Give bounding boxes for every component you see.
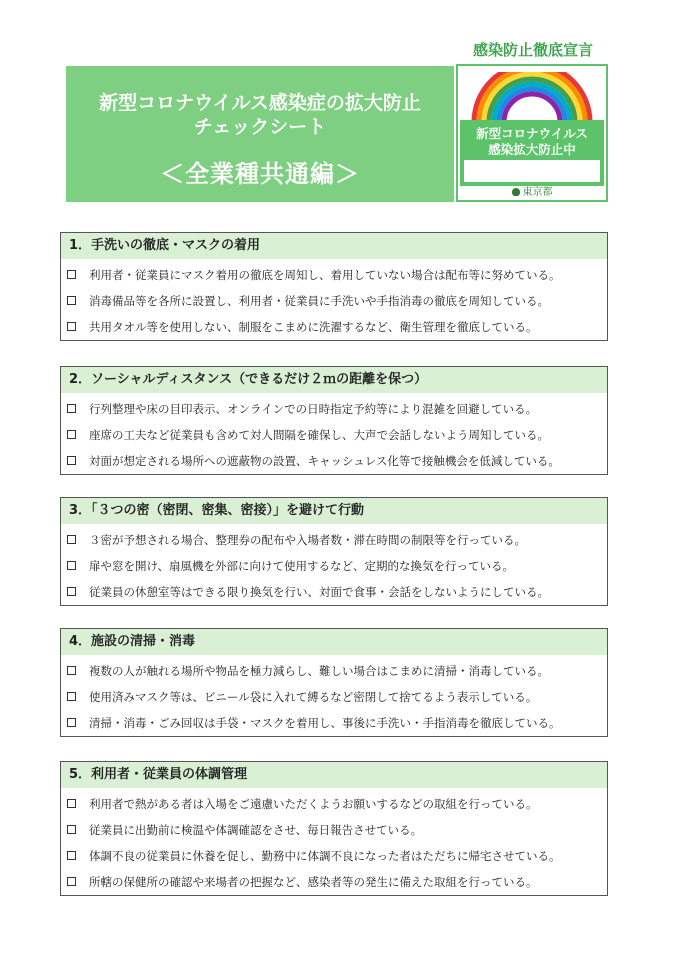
checkbox[interactable] <box>67 799 76 808</box>
declaration-label-panel <box>460 120 604 186</box>
checkbox[interactable] <box>67 430 76 439</box>
sheet-title-line2: チェックシート <box>193 116 327 138</box>
check-item[interactable] <box>61 869 607 895</box>
section-health <box>60 761 608 896</box>
check-item-text: 体調不良の従業員に休養を促し、勤務中に体調不良になった者はただちに帰宅させている。 <box>89 849 561 863</box>
checkbox[interactable] <box>67 666 76 675</box>
check-item-text: 対面が想定される場所への遮蔽物の設置、キャッシュレス化等で接触機会を低減している。 <box>89 454 560 468</box>
checkbox[interactable] <box>67 825 76 834</box>
section-title: 1．手洗いの徹底・マスクの着用 <box>69 238 261 253</box>
check-item-text: 従業員の休憩室等はできる限り換気を行い、対面で食事・会話をしないようにしている。 <box>89 585 549 599</box>
section-title: 2．ソーシャルディスタンス（できるだけ２ｍの距離を保つ） <box>69 372 428 387</box>
section-header <box>61 498 607 524</box>
check-item[interactable] <box>61 579 607 605</box>
checkbox[interactable] <box>67 404 76 413</box>
check-item[interactable] <box>61 422 607 448</box>
checkbox[interactable] <box>67 456 76 465</box>
header-banner <box>66 66 454 202</box>
check-item-text: 複数の人が触れる場所や物品を極力減らし、難しい場合はこまめに清掃・消毒している。 <box>89 664 549 678</box>
section-title: 5．利用者・従業員の体調管理 <box>69 767 248 782</box>
section-cleaning <box>60 628 608 737</box>
checkbox[interactable] <box>67 851 76 860</box>
section-header <box>61 367 607 393</box>
checkbox[interactable] <box>67 692 76 701</box>
section-header <box>61 629 607 655</box>
check-item[interactable] <box>61 314 607 340</box>
rainbow-icon <box>468 72 596 122</box>
declaration-title: 感染防止徹底宣言 <box>472 41 593 59</box>
check-item[interactable] <box>61 817 607 843</box>
declaration-line1: 新型コロナウイルス <box>476 126 588 141</box>
checkbox[interactable] <box>67 270 76 279</box>
section-header <box>61 762 607 788</box>
check-item-text: 行列整理や床の目印表示、オンラインでの日時指定予約等により混雑を回避している。 <box>89 402 538 416</box>
declaration-name-field <box>464 160 600 182</box>
check-item[interactable] <box>61 791 607 817</box>
check-item[interactable] <box>61 396 607 422</box>
check-item[interactable] <box>61 658 607 684</box>
checkbox[interactable] <box>67 718 76 727</box>
check-item[interactable] <box>61 448 607 474</box>
check-item-text: 共用タオル等を使用しない、制服をこまめに洗濯するなど、衛生管理を徹底している。 <box>89 320 538 334</box>
declaration-sticker <box>456 64 608 202</box>
check-item-text: 座席の工夫など従業員も含めて対人間隔を確保し、大声で会話しないよう周知している。 <box>89 428 549 442</box>
check-item[interactable] <box>61 710 607 736</box>
checkbox[interactable] <box>67 587 76 596</box>
declaration-line2: 感染拡大防止中 <box>488 142 576 157</box>
check-item-text: 利用者で熱がある者は入場をご遠慮いただくようお願いするなどの取組を行っている。 <box>89 797 538 811</box>
section-social-distance <box>60 366 608 475</box>
declaration-org <box>458 187 606 199</box>
declaration-org-name: 東京都 <box>522 187 553 198</box>
check-item-text: ３密が予想される場合、整理券の配布や入場者数・滞在時間の制限等を行っている。 <box>89 533 526 547</box>
section-three-cs <box>60 497 608 606</box>
check-item-text: 利用者・従業員にマスク着用の徹底を周知し、着用していない場合は配布等に努めている。 <box>89 268 561 282</box>
check-item[interactable] <box>61 843 607 869</box>
section-header <box>61 233 607 259</box>
check-item-text: 従業員に出勤前に検温や体調確認をさせ、毎日報告させている。 <box>89 823 423 837</box>
check-item-text: 所轄の保健所の確認や来場者の把握など、感染者等の発生に備えた取組を行っている。 <box>89 875 538 889</box>
sheet-subtitle: ＜全業種共通編＞ <box>160 160 360 188</box>
checkbox[interactable] <box>67 877 76 886</box>
check-item-text: 清掃・消毒・ごみ回収は手袋・マスクを着用し、事後に手洗い・手指消毒を徹底している。 <box>89 716 561 730</box>
sheet-title-line1: 新型コロナウイルス感染症の拡大防止 <box>99 92 421 114</box>
check-item-text: 扉や窓を開け、扇風機を外部に向けて使用するなど、定期的な換気を行っている。 <box>89 559 515 573</box>
check-item[interactable] <box>61 262 607 288</box>
section-title: 3．「３つの密（密閉、密集、密接）」を避けて行動 <box>69 503 365 518</box>
tokyo-logo-icon <box>512 188 520 196</box>
checkbox[interactable] <box>67 322 76 331</box>
check-item[interactable] <box>61 288 607 314</box>
check-item[interactable] <box>61 553 607 579</box>
check-item-text: 消毒備品等を各所に設置し、利用者・従業員に手洗いや手指消毒の徹底を周知している。 <box>89 294 549 308</box>
check-item-text: 使用済みマスク等は、ビニール袋に入れて縛るなど密閉して捨てるよう表示している。 <box>89 690 538 704</box>
check-item[interactable] <box>61 684 607 710</box>
checkbox[interactable] <box>67 561 76 570</box>
section-handwashing <box>60 232 608 341</box>
check-item[interactable] <box>61 527 607 553</box>
checkbox[interactable] <box>67 296 76 305</box>
checkbox[interactable] <box>67 535 76 544</box>
section-title: 4．施設の清掃・消毒 <box>69 634 196 649</box>
